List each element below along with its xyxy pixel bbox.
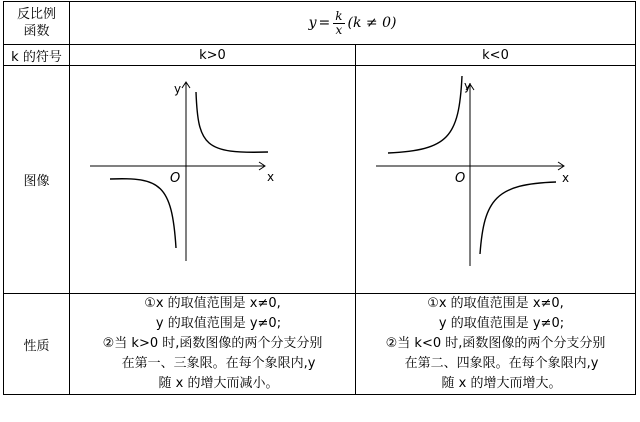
inverse-proportion-table: [3, 1, 636, 395]
branch-quadrant-2: [388, 76, 462, 153]
sign-row: [4, 45, 636, 66]
prop-line: y 的取值范围是 y≠0;: [438, 316, 565, 331]
properties-k-negative: [356, 294, 636, 395]
formula-cell: [70, 2, 636, 45]
properties-label: 性质: [4, 294, 70, 395]
branch-quadrant-3: [110, 179, 176, 248]
formula-eq: =: [318, 15, 331, 31]
formula-numerator: k: [335, 8, 343, 23]
origin-label: O: [455, 171, 466, 186]
formula-denominator: x: [335, 22, 343, 37]
k-negative-label: k<0: [356, 45, 636, 66]
sign-label: k 的符号: [4, 45, 70, 66]
formula-lhs: y: [308, 15, 317, 31]
formula-fraction: [333, 10, 344, 37]
y-axis-label: y: [464, 79, 472, 93]
prop-line: 随 x 的增大而减小。: [158, 376, 279, 391]
hyperbola-k-negative-graph: [356, 66, 636, 289]
prop-line: ①x 的取值范围是 x≠0,: [427, 296, 564, 311]
x-axis-label: x: [562, 171, 570, 185]
graph-positive-cell: [70, 66, 356, 294]
header-label-cell: [4, 2, 70, 45]
origin-label: O: [170, 171, 181, 186]
branch-quadrant-1: [196, 92, 268, 152]
y-axis-label: y: [174, 82, 182, 96]
prop-line: ①x 的取值范围是 x≠0,: [144, 296, 281, 311]
graph-label: 图像: [4, 66, 70, 294]
formula-condition: (k ≠ 0): [347, 15, 397, 31]
prop-line: 在第一、三象限。在每个象限内,y: [121, 356, 316, 371]
prop-line: y 的取值范围是 y≠0;: [155, 316, 282, 331]
graph-negative-cell: [356, 66, 636, 294]
hyperbola-k-positive-graph: [70, 66, 356, 289]
header-title-line2: 函数: [23, 24, 50, 39]
function-formula: [309, 10, 397, 37]
k-positive-label: k>0: [70, 45, 356, 66]
branch-quadrant-4: [480, 182, 556, 254]
header-title-line1: 反比例: [16, 7, 56, 22]
prop-line: ②当 k<0 时,函数图像的两个分支分别: [385, 336, 606, 351]
prop-line: 在第二、四象限。在每个象限内,y: [404, 356, 599, 371]
prop-line: 随 x 的增大而增大。: [441, 376, 562, 391]
prop-line: ②当 k>0 时,函数图像的两个分支分别: [102, 336, 323, 351]
header-row: [4, 2, 636, 45]
graph-row: [4, 66, 636, 294]
properties-row: [4, 294, 636, 395]
properties-k-positive: [70, 294, 356, 395]
x-axis-label: x: [267, 170, 275, 184]
